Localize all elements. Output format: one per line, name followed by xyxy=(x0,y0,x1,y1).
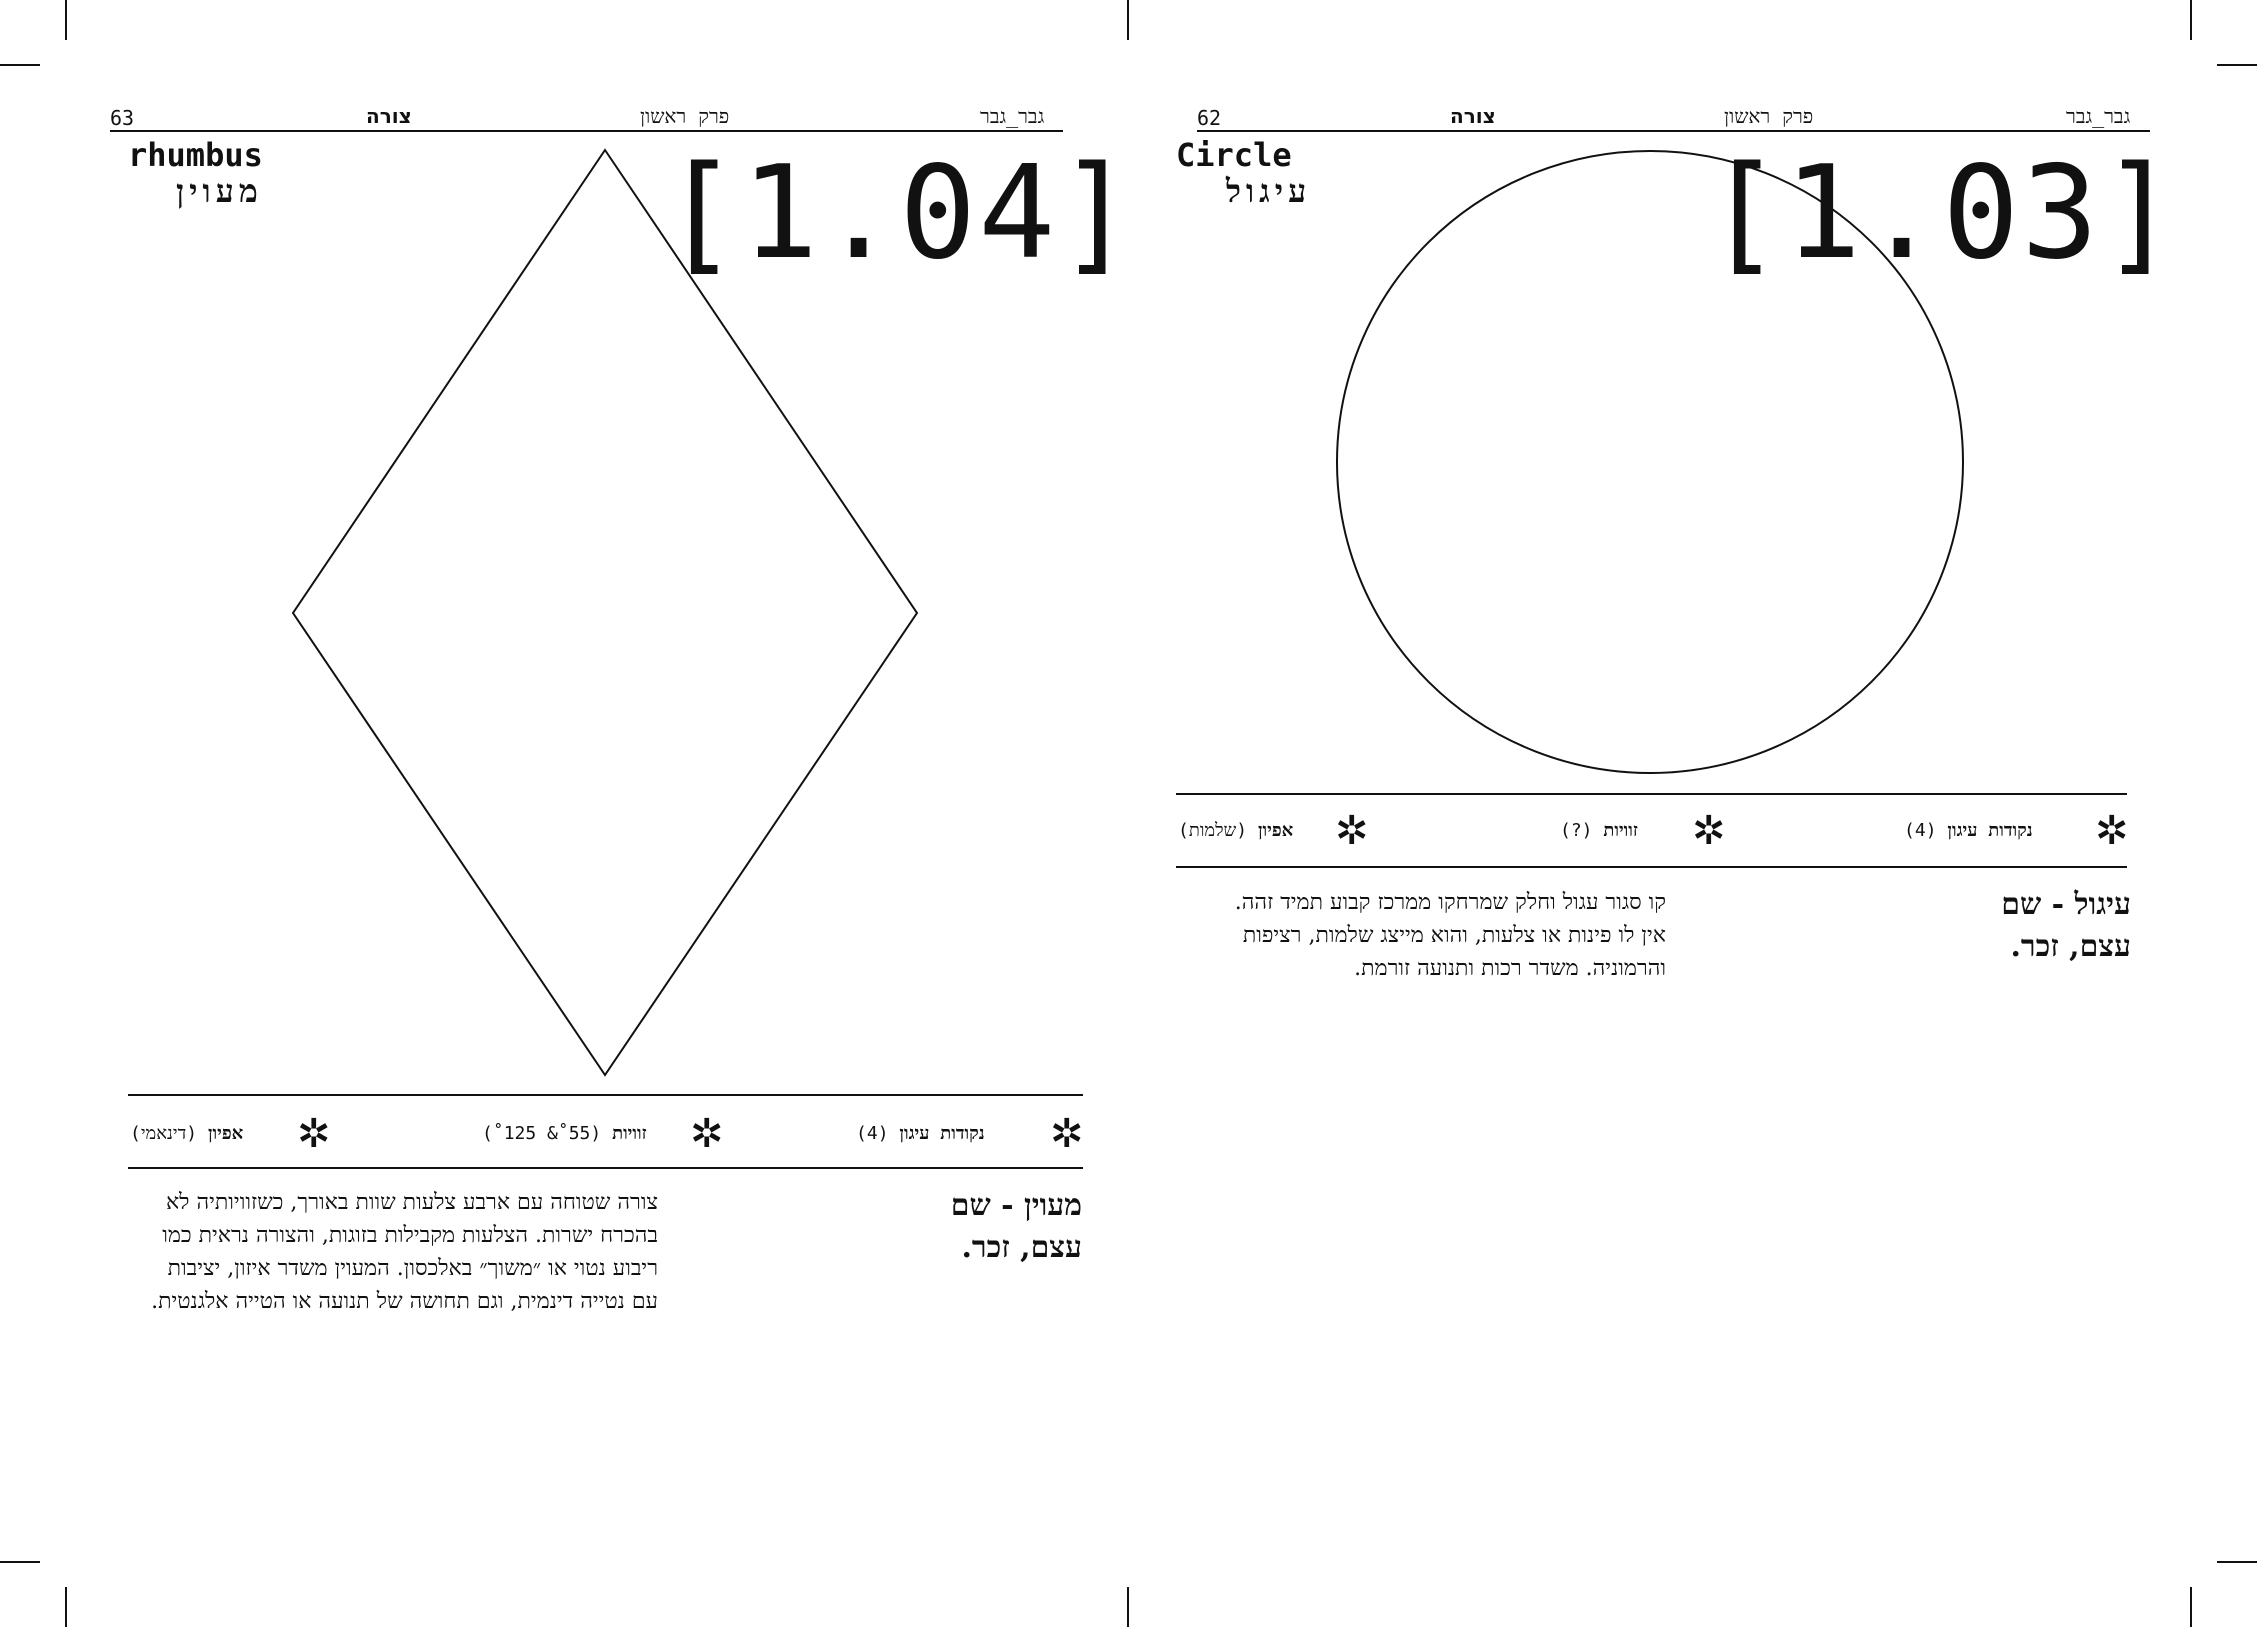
crop-mark xyxy=(2190,0,2192,40)
rhombus-shape xyxy=(293,150,917,1075)
definition-title-line: עיגול - שם xyxy=(2001,887,2131,922)
shape-name-he: עיגול xyxy=(1226,172,1312,210)
angles-property xyxy=(1560,820,1638,842)
body-line: אין לו פינות או צלעות, והוא מייצג שלמות, רציפות xyxy=(1242,923,1666,948)
body-line: ריבוע נטוי או ״משוך״ באלכסון. המעוין משדר איזון, יציבות xyxy=(167,1256,658,1281)
asterisk-icon: ✲ xyxy=(1050,1111,1084,1157)
anchor-points-value: (4) xyxy=(1904,820,1937,841)
body-line: קו סגור עגול וחלק שמרחקו ממרכז קבוע תמיד זהה. xyxy=(1234,890,1666,915)
shape-name-en: Circle xyxy=(1176,136,1292,174)
anchor-points-value: (4) xyxy=(856,1123,889,1144)
crop-mark xyxy=(2217,64,2257,66)
body-line: צורה שטוחה עם ארבע צלעות שוות באורך, כשזוויותיה לא xyxy=(165,1190,658,1215)
crop-mark xyxy=(65,1587,67,1627)
asterisk-icon: ✲ xyxy=(2095,808,2129,854)
shape-index: [1.04] xyxy=(662,139,1137,288)
shape-index: [1.03] xyxy=(1705,139,2180,288)
rhombus-illustration xyxy=(280,140,930,1080)
character-value: (דינאמי) xyxy=(130,1123,198,1144)
properties-bottom-rule xyxy=(1176,866,2127,868)
page-number: 62 xyxy=(1197,106,1222,130)
asterisk-icon: ✲ xyxy=(297,1111,331,1157)
angles-label: זוויות xyxy=(612,1123,647,1144)
header-rule xyxy=(1197,130,2150,132)
asterisk-icon: ✲ xyxy=(1692,808,1726,854)
running-section: צורה xyxy=(366,104,412,128)
crop-mark xyxy=(65,0,67,40)
definition-body xyxy=(110,1186,658,1318)
anchor-points-property xyxy=(1904,820,2033,842)
character-label: אפיון xyxy=(207,1123,244,1144)
properties-top-rule xyxy=(1176,793,2127,795)
crop-mark xyxy=(0,64,40,66)
definition-title-line: מעוין - שם xyxy=(950,1188,1082,1223)
shape-name-en: rhumbus xyxy=(128,136,263,174)
crop-mark xyxy=(0,1561,40,1563)
shape-name-he: מעוין xyxy=(176,172,263,210)
anchor-points-property xyxy=(856,1123,985,1145)
definition-body xyxy=(1176,886,1666,985)
properties-top-rule xyxy=(128,1094,1083,1096)
definition-title-line: עצם, זכר. xyxy=(961,1230,1082,1265)
page-number: 63 xyxy=(110,106,135,130)
character-value: (שלמות) xyxy=(1178,820,1248,841)
character-property xyxy=(1178,820,1293,842)
character-property xyxy=(130,1123,243,1145)
character-label: אפיון xyxy=(1257,820,1294,841)
angles-value: (55˚& 125˚) xyxy=(482,1123,602,1144)
body-line: בהכרח ישרות. הצלעות מקבילות בזוגות, והצורה נראית כמו xyxy=(162,1223,658,1248)
asterisk-icon: ✲ xyxy=(690,1111,724,1157)
angles-property xyxy=(482,1123,647,1145)
crop-mark xyxy=(1127,0,1129,40)
definition-title xyxy=(1935,884,2131,968)
running-author: גבר_גבר xyxy=(2066,104,2131,128)
running-author: גבר_גבר xyxy=(980,104,1045,128)
properties-bottom-rule xyxy=(128,1167,1083,1169)
definition-title-line: עצם, זכר. xyxy=(2010,929,2131,964)
crop-mark xyxy=(2190,1587,2192,1627)
anchor-points-label: נקודות עיגון xyxy=(1947,820,2033,841)
anchor-points-label: נקודות עיגון xyxy=(899,1123,985,1144)
definition-title xyxy=(900,1185,1082,1269)
body-line: והרמוניה. משדר רכות ותנועה זורמת. xyxy=(1354,956,1666,981)
angles-label: זוויות xyxy=(1603,820,1638,841)
running-chapter: פרק ראשון xyxy=(1724,104,1814,128)
header-rule xyxy=(110,130,1063,132)
crop-mark xyxy=(1127,1587,1129,1627)
running-chapter: פרק ראשון xyxy=(640,104,730,128)
running-section: צורה xyxy=(1450,104,1496,128)
crop-mark xyxy=(2217,1561,2257,1563)
angles-value: (?) xyxy=(1560,820,1593,841)
body-line: עם נטייה דינמית, וגם תחושה של תנועה או הטייה אלגנטית. xyxy=(151,1289,658,1314)
asterisk-icon: ✲ xyxy=(1335,808,1369,854)
